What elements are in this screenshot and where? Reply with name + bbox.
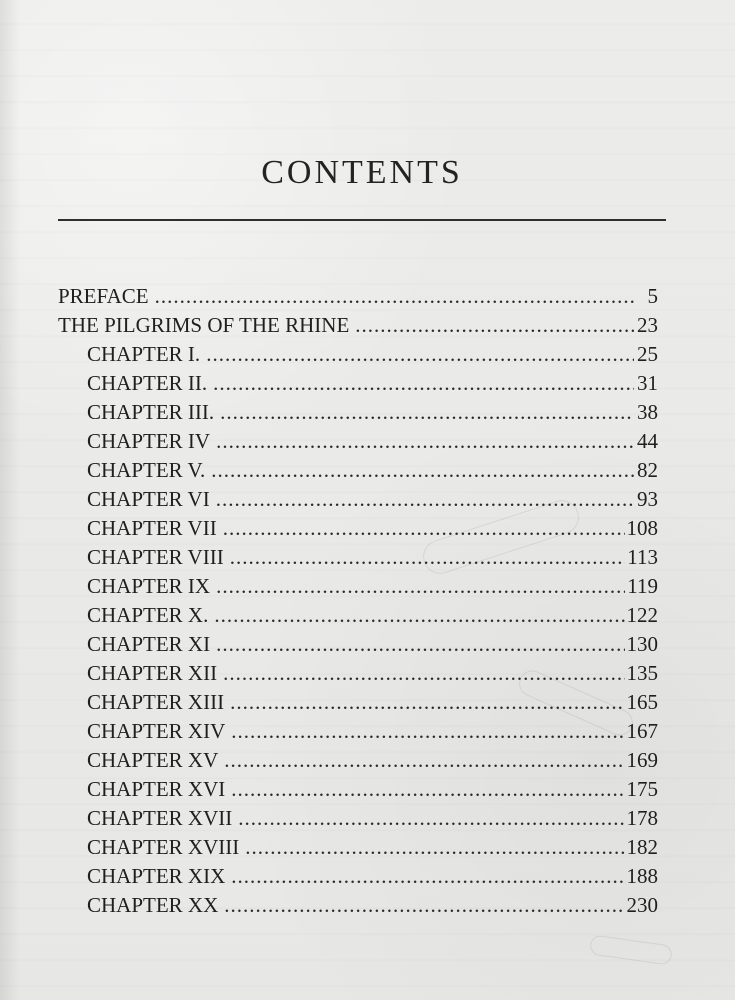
contents-title: CONTENTS [261,154,463,191]
toc-leader-dots [224,746,624,775]
toc-entry-chapter-viii [58,543,658,572]
toc-leader-dots [214,601,624,630]
toc-entry-preface [58,282,658,311]
toc-entry-chapter-xvii [58,804,658,833]
toc-entry-label: CHAPTER X. [87,603,209,627]
toc-entry-label: CHAPTER IX [87,574,211,598]
toc-entry-chapter-xiv [58,717,658,746]
toc-entry-page: 169 [626,748,658,772]
toc-entry-label: CHAPTER XVII [87,806,233,830]
toc-entry-chapter-xi [58,630,658,659]
toc-leader-dots [206,340,634,369]
toc-leader-dots [231,862,624,891]
toc-entry-page: 23 [637,313,658,337]
toc-entry-page: 44 [637,429,658,453]
toc-entry-label: CHAPTER III. [87,400,215,424]
toc-entry-page: 230 [626,893,658,917]
toc-entry-chapter-xii [58,659,658,688]
toc-leader-dots [231,717,624,746]
toc-leader-dots [216,427,634,456]
toc-leader-dots [230,543,626,572]
toc-entry-label: CHAPTER IV [87,429,211,453]
toc-entry-label: CHAPTER VII [87,516,217,540]
toc-entry-label: CHAPTER I. [87,342,201,366]
toc-entry-chapter-ii [58,369,658,398]
toc-entry-page: 188 [626,864,658,888]
toc-leader-dots [238,804,624,833]
toc-leader-dots [216,572,625,601]
toc-entry-chapter-xiii [58,688,658,717]
toc-entry-chapter-i [58,340,658,369]
toc-entry-chapter-vii [58,514,658,543]
toc-entry-chapter-x [58,601,658,630]
toc-entry-pilgrims-of-the-rhine [58,311,658,340]
toc-entry-page: 108 [626,516,658,540]
toc-entry-page: 31 [637,371,658,395]
toc-entry-chapter-vi [58,485,658,514]
toc-entry-page: 165 [626,690,658,714]
toc-leader-dots [211,456,634,485]
toc-entry-page: 25 [637,342,658,366]
toc-entry-label: CHAPTER XII [87,661,218,685]
paper-scuff [589,934,673,965]
page-fold-shadow [0,0,20,1000]
toc-entry-label: CHAPTER XIII [87,690,225,714]
toc-leader-dots [216,630,624,659]
toc-entry-chapter-xvi [58,775,658,804]
toc-entry-label: CHAPTER XV [87,748,219,772]
toc-leader-dots [245,833,624,862]
toc-leader-dots [213,369,634,398]
toc-entry-page: 122 [626,603,658,627]
toc-entry-page: 130 [626,632,658,656]
toc-leader-dots [224,891,624,920]
toc-entry-chapter-ix [58,572,658,601]
toc-entry-label: CHAPTER XIV [87,719,226,743]
toc-entry-page: 5 [647,284,658,308]
toc-leader-dots [223,514,625,543]
toc-entry-page: 175 [626,777,658,801]
toc-entry-page: 93 [637,487,658,511]
toc-leader-dots [223,659,624,688]
toc-entry-page: 167 [626,719,658,743]
toc-entry-label: CHAPTER VIII [87,545,224,569]
toc-entry-label: CHAPTER XIX [87,864,226,888]
toc-entry-page: 113 [627,545,658,569]
toc-entry-label: CHAPTER XVI [87,777,226,801]
toc-entry-page: 135 [626,661,658,685]
toc-entry-chapter-iii [58,398,658,427]
toc-entry-label: THE PILGRIMS OF THE RHINE [58,313,350,337]
toc-entry-label: CHAPTER XVIII [87,835,240,859]
toc-entry-label: CHAPTER XX [87,893,219,917]
title-divider [58,219,666,221]
toc-entry-chapter-v [58,456,658,485]
toc-entry-chapter-xx [58,891,658,920]
toc-entry-label: CHAPTER VI [87,487,210,511]
toc-entry-chapter-xv [58,746,658,775]
toc-leader-dots [220,398,634,427]
toc-entry-page: 38 [637,400,658,424]
toc-leader-dots [230,688,624,717]
toc-leader-dots [355,311,634,340]
toc-entry-label: CHAPTER II. [87,371,208,395]
toc-leader-dots [216,485,634,514]
toc-leader-dots [155,282,634,311]
toc-entry-chapter-xviii [58,833,658,862]
toc-entry-page: 178 [626,806,658,830]
toc-entry-page: 82 [637,458,658,482]
toc-entry-page: 182 [626,835,658,859]
toc-entry-chapter-xix [58,862,658,891]
table-of-contents [58,282,658,920]
toc-leader-dots [231,775,624,804]
toc-entry-chapter-iv [58,427,658,456]
toc-entry-label: CHAPTER XI [87,632,211,656]
toc-entry-label: PREFACE [58,284,149,308]
toc-entry-page: 119 [627,574,658,598]
toc-entry-label: CHAPTER V. [87,458,206,482]
